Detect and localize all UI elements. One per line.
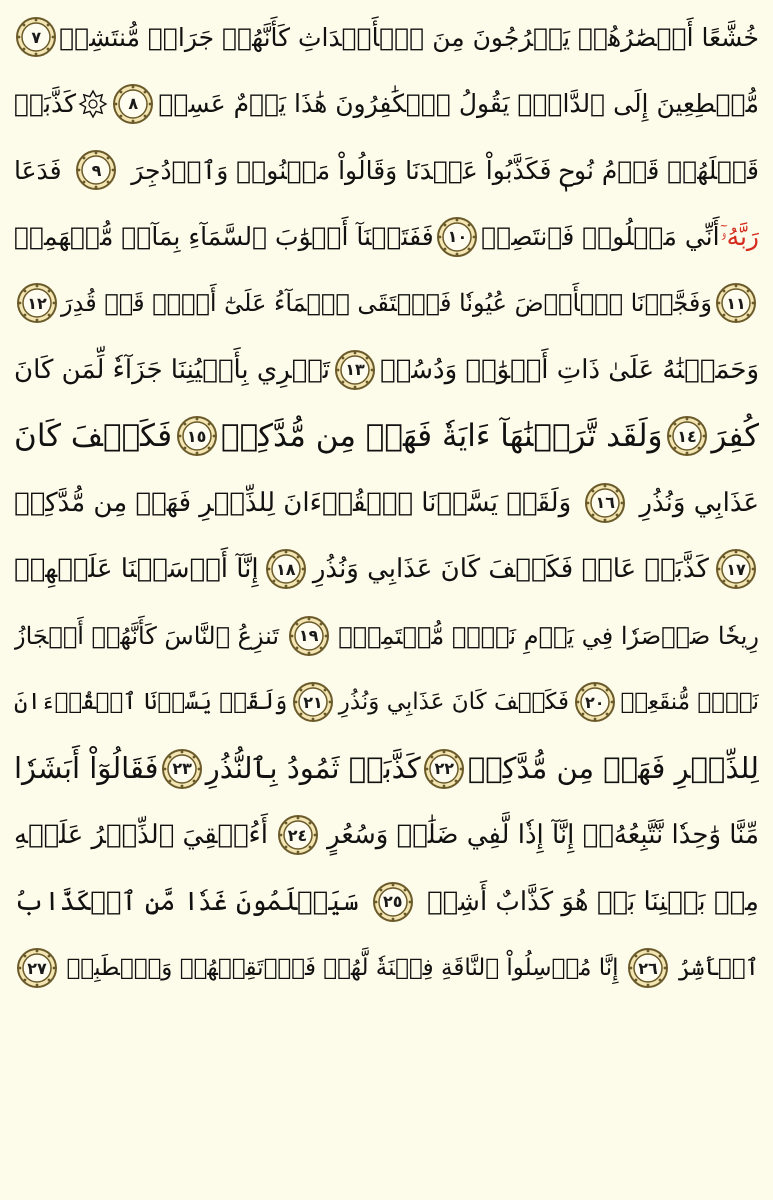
verse-line (14, 935, 759, 1002)
ayah-number-medallion (16, 282, 58, 324)
verse-line (14, 137, 759, 204)
verse-text: نَخۡلٖ مُّنقَعِرٖ (620, 688, 759, 715)
ayah-number-medallion (574, 681, 616, 723)
ayah-number: ٢٢ (434, 759, 455, 779)
verse-text: فَفَتَحۡنَآ أَبۡوَٰبَ ٱلسَّمَآءِ بِمَآءٖ مُّنۡهَمِرٖ (14, 222, 434, 252)
verse-line (14, 536, 759, 603)
verse-text: فَكَيۡفَ كَانَ عَذَابِي وَنُذُرِ (338, 688, 570, 715)
verse-text: كَذَّبَتۡ (14, 89, 77, 119)
verse-line (14, 802, 759, 869)
verse-text: وَلَقَدۡ يَسَّرۡنَا ٱلۡقُرۡءَانَ لِلذِّكۡرِ فَهَلۡ مِن مُّدَّكِرٖ (14, 487, 572, 518)
ayah-number-medallion (16, 947, 58, 989)
verse-text: كُفِرَ (711, 417, 759, 454)
ayah-number: ٢١ (303, 692, 323, 712)
verse-text: كَذَّبَتۡ عَادٞ فَكَيۡفَ كَانَ عَذَابِي وَنُذُرِ (312, 554, 709, 585)
ayah-number: ٨ (128, 94, 139, 114)
verse-text: وَلَقَد تَّرَكۡنَٰهَآ ءَايَةٗ فَهَلۡ مِن مُّدَّكِرٖ (221, 417, 663, 454)
ayah-number: ٢٥ (383, 892, 403, 912)
verse-text: أَءُلۡقِيَ ٱلذِّكۡرُ عَلَيۡهِ (14, 820, 268, 851)
ayah-number-medallion (265, 548, 307, 590)
verse-text: فَقَالُوٓاْ أَبَشَرٗا (14, 751, 159, 786)
verse-line (14, 669, 759, 736)
verse-text: إِنَّا مُرۡسِلُواْ ٱلنَّاقَةِ فِتۡنَةٗ لَّهُمۡ فَٱرۡتَقِبۡهُمۡ وَٱصۡطَبِرۡ (66, 954, 619, 981)
ayah-number: ٢٧ (27, 958, 47, 978)
verse-text: ٱلۡأَشِرُ (677, 954, 759, 981)
ayah-number: ٢٤ (287, 825, 308, 845)
ayah-number: ٢٦ (638, 958, 658, 978)
ayah-number-medallion (334, 349, 376, 391)
verse-line (14, 603, 759, 670)
verse-text: أَنِّي مَغۡلُوبٞ فَٱنتَصِرۡ (481, 222, 720, 252)
ayah-number: ١٣ (345, 360, 365, 380)
ayah-number-medallion (436, 216, 478, 258)
ayah-number-medallion (75, 149, 117, 191)
ayah-number: ١٨ (275, 559, 296, 579)
ayah-number-medallion (715, 282, 757, 324)
ayah-number-medallion (372, 881, 414, 923)
ayah-number-medallion (715, 548, 757, 590)
ayah-number: ١٦ (595, 493, 616, 513)
verse-line (14, 4, 759, 71)
verse-text: كَذَّبَتۡ ثَمُودُ بِٱلنُّذُرِ (205, 751, 421, 786)
verse-text: مِنۢ بَيۡنِنَا بَلۡ هُوَ كَذَّابٌ أَشِرٞ (426, 886, 759, 917)
verse-text: مِّنَّا وَٰحِدٗا نَّتَّبِعُهُۥٓ إِنَّآ إِذٗا لَّفِي ضَلَٰلٖ وَسُعُرٍ (327, 820, 759, 851)
ayah-number: ٢٠ (585, 692, 605, 712)
ayah-number-medallion (112, 83, 154, 125)
verse-text: رِيحٗا صَرۡصَرٗا فِي يَوۡمِ نَحۡسٖ مُّسۡتَمِرّٖ (338, 621, 759, 650)
verse-text: تَنزِعُ ٱلنَّاسَ كَأَنَّهُمۡ أَعۡجَازُ (14, 621, 280, 650)
ayah-number-medallion (666, 415, 708, 457)
verse-lines (14, 4, 759, 1002)
verse-line (14, 403, 759, 470)
verse-text: لِلذِّكۡرِ فَهَلۡ مِن مُّدَّكِرٖ (467, 751, 759, 786)
verse-line (14, 71, 759, 138)
ayah-number-medallion (161, 748, 203, 790)
ayah-number: ١٠ (447, 227, 468, 247)
verse-text: إِنَّآ أَرۡسَلۡنَا عَلَيۡهِمۡ (14, 554, 259, 585)
ayah-number: ٧ (31, 27, 42, 47)
ayah-number-medallion (627, 947, 669, 989)
verse-text: عَذَابِي وَنُذُرِ (639, 487, 759, 518)
ayah-number: ٢٣ (172, 759, 192, 779)
ayah-number: ١١ (726, 293, 746, 313)
verse-text: خُشَّعًا أَبۡصَٰرُهُمۡ يَخۡرُجُونَ مِنَ ٱلۡأَجۡدَاثِ كَأَنَّهُمۡ جَرَادٞ مُّنتَشِرٞ (59, 22, 759, 52)
verse-text: وَفَجَّرۡنَا ٱلۡأَرۡضَ عُيُونٗا فَٱلۡتَقَى ٱلۡمَآءُ عَلَىٰٓ أَمۡرٖ قَدۡ قُدِرَ (61, 289, 712, 318)
ayah-number: ١٥ (186, 426, 207, 446)
ayah-number-medallion (176, 415, 218, 457)
ayah-number: ١٩ (298, 626, 319, 646)
ayah-number-medallion (292, 681, 334, 723)
ayah-number: ١٤ (677, 426, 697, 446)
verse-text: وَلَقَدۡ يَسَّرۡنَا ٱلۡقُرۡءَانَ (14, 688, 288, 715)
ayah-number-medallion (15, 16, 57, 58)
ayah-number: ١٧ (726, 559, 746, 579)
verse-text: قَبۡلَهُمۡ قَوۡمُ نُوحٖ فَكَذَّبُواْ عَبۡدَنَا وَقَالُواْ مَجۡنُونٞ وَٱزۡدُجِرَ (131, 155, 759, 185)
ayah-number: ٩ (91, 160, 102, 180)
verse-text: فَدَعَا (14, 155, 62, 185)
verse-line (14, 270, 759, 337)
verse-text: تَجۡرِي بِأَعۡيُنِنَا جَزَآءٗ لِّمَن كَانَ (14, 354, 331, 385)
verse-line (14, 736, 759, 803)
verse-text: وَحَمَلۡنَٰهُ عَلَىٰ ذَاتِ أَلۡوَٰحٖ وَدُسُرٖ (380, 354, 759, 385)
ayah-number-medallion (277, 814, 319, 856)
highlighted-word: رَبَّهُۥٓ (720, 222, 759, 252)
verse-text: فَكَيۡفَ كَانَ (14, 417, 173, 454)
rub-el-hizb-icon (78, 89, 108, 119)
verse-text: مُّهۡطِعِينَ إِلَى ٱلدَّاعِۖ يَقُولُ ٱلۡكَٰفِرُونَ هَٰذَا يَوۡمٌ عَسِرٞ (158, 89, 759, 119)
ayah-number-medallion (584, 482, 626, 524)
ayah-number-medallion (288, 615, 330, 657)
verse-line (14, 869, 759, 936)
verse-text: سَيَعۡلَمُونَ غَدٗا مَّنِ ٱلۡكَذَّابُ (14, 886, 359, 917)
verse-line (14, 337, 759, 404)
ayah-number: ١٢ (27, 293, 47, 313)
verse-line (14, 204, 759, 271)
verse-line (14, 470, 759, 537)
ayah-number-medallion (423, 748, 465, 790)
